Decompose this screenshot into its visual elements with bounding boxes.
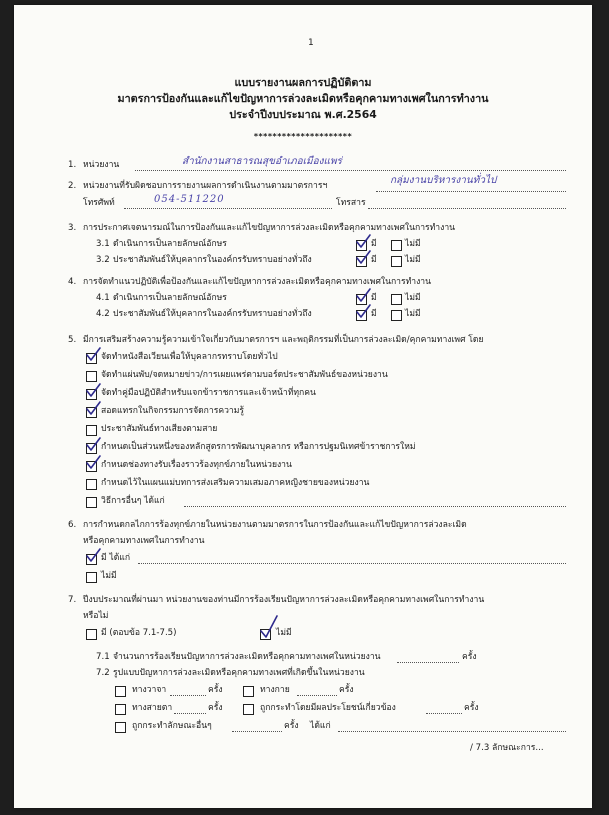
title-stars: *********************: [253, 132, 353, 141]
q7-yes-label: มี (ตอบข้อ 7.1-7.5): [101, 628, 177, 638]
q4-number: 4.: [68, 277, 77, 287]
q7-label-line-2: หรือไม่: [83, 611, 109, 621]
checkmark-icon: [85, 455, 101, 469]
form-other-checkbox[interactable]: [115, 722, 126, 733]
q4-2-yes-label: มี: [371, 309, 377, 319]
form-visual-label: ทางสายตา: [132, 703, 173, 713]
q2-label: หน่วยงานที่รับผิดชอบการรายงานผลการดำเนินงานตามมาตรการฯ: [83, 181, 328, 191]
q3-number: 3.: [68, 223, 77, 233]
q5-option-checkbox[interactable]: [86, 425, 97, 436]
form-physical-unit: ครั้ง: [339, 685, 354, 695]
responsible-unit-handwritten: กลุ่มงานบริหารงานทั่วไป: [390, 175, 497, 186]
q5-option-checkbox[interactable]: [86, 371, 97, 382]
form-physical-label: ทางกาย: [260, 685, 290, 695]
q7-1-number: 7.1: [96, 652, 110, 662]
q3-1-no-checkbox[interactable]: [391, 240, 402, 251]
q7-number: 7.: [68, 595, 77, 605]
q7-2-text: รูปแบบปัญหาการล่วงละเมิดหรือคุกคามทางเพศที่เกิดขึ้นในหน่วยงาน: [113, 668, 365, 678]
checkmark-icon: [355, 250, 371, 264]
q5-option-checkbox[interactable]: [86, 497, 97, 508]
q7-1-text: จำนวนการร้องเรียนปัญหาการล่วงละเมิดหรือคุกคามทางเพศในหน่วยงาน: [113, 652, 381, 662]
phone-label: โทรศัพท์: [83, 198, 115, 208]
q4-1-no-label: ไม่มี: [405, 293, 421, 303]
q4-2-no-checkbox[interactable]: [391, 310, 402, 321]
q3-1-yes-label: มี: [371, 239, 377, 249]
form-visual-unit: ครั้ง: [208, 703, 223, 713]
checkmark-icon: [85, 548, 101, 562]
q3-2-no-label: ไม่มี: [405, 255, 421, 265]
form-verbal-checkbox[interactable]: [115, 686, 126, 697]
q5-option-text: จัดทำแผ่นพับ/จดหมายข่าว/การเผยแพร่ตามบอร์ดประชาสัมพันธ์ของหน่วยงาน: [101, 370, 388, 380]
q5-option-text: กำหนดไว้ในแผนแม่บทการส่งเสริมความเสมอภาคหญิงชายของหน่วยงาน: [101, 478, 370, 488]
q6-no-checkbox[interactable]: [86, 572, 97, 583]
agency-handwritten: สำนักงานสาธารณสุขอำเภอเมืองแพร่: [182, 156, 342, 167]
form-conflict-label: ถูกกระทำโดยมีผลประโยชน์เกี่ยวข้อง: [260, 703, 396, 713]
form-other-unit: ครั้ง: [284, 721, 299, 731]
form-conflict-unit: ครั้ง: [464, 703, 479, 713]
q1-label: หน่วยงาน: [83, 160, 120, 170]
title-line-1: แบบรายงานผลการปฏิบัติตาม: [234, 76, 372, 89]
form-physical-checkbox[interactable]: [243, 686, 254, 697]
form-other-label: ถูกกระทำลักษณะอื่นๆ: [132, 721, 212, 731]
q7-2-number: 7.2: [96, 668, 110, 678]
q6-no-label: ไม่มี: [101, 571, 117, 581]
q5-label: มีการเสริมสร้างความรู้ความเข้าใจเกี่ยวกับมาตรการฯ และพฤติกรรมที่เป็นการล่วงละเมิด/คุกคามทางเพศ โดย: [83, 335, 484, 345]
q6-label-line-1: การกำหนดกลไกการร้องทุกข์ภายในหน่วยงานตามมาตรการในการป้องกันและแก้ไขปัญหาการล่วงละเมิด: [83, 520, 467, 530]
q5-option-text: สอดแทรกในกิจกรรมการจัดการความรู้: [101, 406, 245, 416]
q6-label-line-2: หรือคุกคามทางเพศในการทำงาน: [83, 536, 205, 546]
page-number: 1: [308, 38, 314, 48]
q3-1-number: 3.1: [96, 239, 110, 249]
q7-label-line-1: ปีงบประมาณที่ผ่านมา หน่วยงานของท่านมีการร้องเรียนปัญหาการล่วงละเมิดหรือคุกคามทางเพศในการทำงาน: [83, 595, 485, 605]
q4-2-no-label: ไม่มี: [405, 309, 421, 319]
checkmark-icon: [355, 304, 371, 318]
form-verbal-label: ทางวาจา: [132, 685, 167, 695]
document-page: [14, 5, 592, 808]
q3-1-no-label: ไม่มี: [405, 239, 421, 249]
q3-2-number: 3.2: [96, 255, 110, 265]
checkmark-icon: [355, 288, 371, 302]
form-verbal-unit: ครั้ง: [208, 685, 223, 695]
q3-2-no-checkbox[interactable]: [391, 256, 402, 267]
continued-footer: / 7.3 ลักษณะการ...: [470, 743, 544, 753]
q2-number: 2.: [68, 181, 77, 191]
checkmark-icon: [85, 401, 101, 415]
checkmark-icon: [85, 437, 101, 451]
q4-1-no-checkbox[interactable]: [391, 294, 402, 305]
q3-2-yes-label: มี: [371, 255, 377, 265]
form-other-detail-label: ได้แก่: [310, 721, 331, 731]
q5-option-checkbox[interactable]: [86, 479, 97, 490]
title-line-2: มาตรการป้องกันและแก้ไขปัญหาการล่วงละเมิดหรือคุกคามทางเพศในการทำงาน: [117, 92, 489, 105]
title-line-3: ประจำปีงบประมาณ พ.ศ.2564: [229, 108, 377, 121]
q3-2-text: ประชาสัมพันธ์ให้บุคลากรในองค์กรรับทราบอย่างทั่วถึง: [113, 255, 312, 265]
q4-1-text: ดำเนินการเป็นลายลักษณ์อักษร: [113, 293, 227, 303]
phone-handwritten: 054-511220: [154, 194, 225, 205]
q5-option-text: ประชาสัมพันธ์ทางเสียงตามสาย: [101, 424, 218, 434]
q4-2-text: ประชาสัมพันธ์ให้บุคลากรในองค์กรรับทราบอย่างทั่วถึง: [113, 309, 312, 319]
q4-2-number: 4.2: [96, 309, 110, 319]
q5-option-text: จัดทำคู่มือปฏิบัติสำหรับแจกข้าราชการและเจ้าหน้าที่ทุกคน: [101, 388, 316, 398]
q5-option-text: จัดทำหนังสือเวียนเพื่อให้บุคลากรทราบโดยทั่วไป: [101, 352, 278, 362]
q3-label: การประกาศเจตนารมณ์ในการป้องกันและแก้ไขปัญหาการล่วงละเมิดหรือคุกคามทางเพศในการทำงาน: [83, 223, 456, 233]
q7-1-unit: ครั้ง: [462, 652, 477, 662]
q5-number: 5.: [68, 335, 77, 345]
q4-1-number: 4.1: [96, 293, 110, 303]
q4-label: การจัดทำแนวปฏิบัติเพื่อป้องกันและแก้ไขปัญหาการล่วงละเมิดหรือคุกคามทางเพศในการทำงาน: [83, 277, 432, 287]
q1-number: 1.: [68, 160, 77, 170]
checkmark-icon: [85, 347, 101, 361]
q7-no-label: ไม่มี: [276, 628, 292, 638]
q4-1-yes-label: มี: [371, 293, 377, 303]
q7-yes-checkbox[interactable]: [86, 629, 97, 640]
form-conflict-checkbox[interactable]: [243, 704, 254, 715]
fax-label: โทรสาร: [336, 198, 366, 208]
form-visual-checkbox[interactable]: [115, 704, 126, 715]
checkmark-icon: [355, 234, 371, 248]
q5-option-text: กำหนดเป็นส่วนหนึ่งของหลักสูตรการพัฒนาบุคลากร หรือการปฐมนิเทศข้าราชการใหม่: [101, 442, 416, 452]
q3-1-text: ดำเนินการเป็นลายลักษณ์อักษร: [113, 239, 227, 249]
q5-option-text: วิธีการอื่นๆ ได้แก่: [101, 496, 165, 506]
checkmark-icon: [85, 383, 101, 397]
q6-number: 6.: [68, 520, 77, 530]
q6-yes-label: มี ได้แก่: [101, 553, 131, 563]
q5-option-text: กำหนดช่องทางรับเรื่องราวร้องทุกข์ภายในหน่วยงาน: [101, 460, 292, 470]
